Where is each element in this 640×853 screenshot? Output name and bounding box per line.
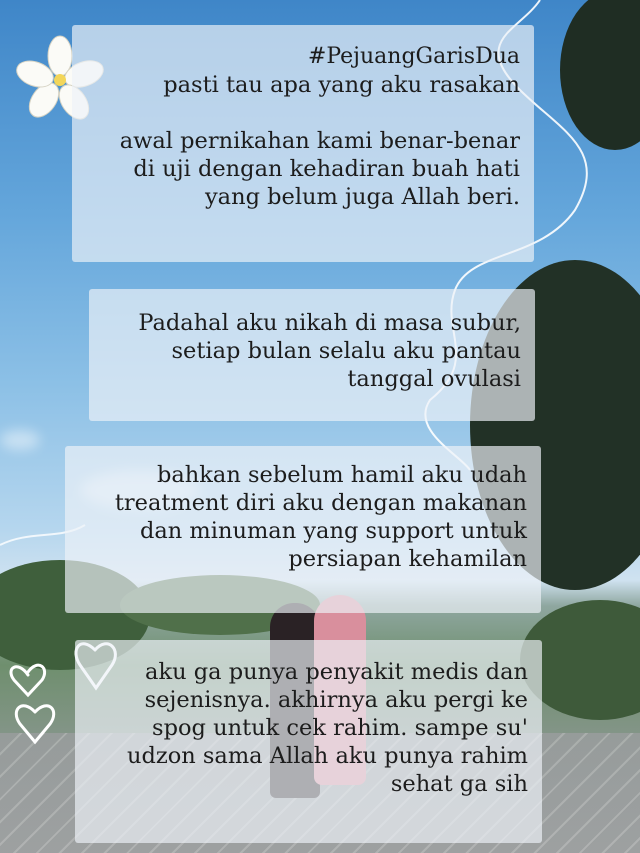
text-line: di uji dengan kehadiran buah hati (133, 156, 520, 182)
text-line: tanggal ovulasi (347, 366, 521, 392)
hashtag-line: #PejuangGarisDua (307, 44, 520, 69)
text-line: spog untuk cek rahim. sampe su' (152, 715, 528, 741)
text-line: bahkan sebelum hamil aku udah (156, 462, 527, 488)
text-line: yang belum juga Allah beri. (204, 184, 520, 210)
text-line: sehat ga sih (390, 771, 528, 797)
text-line: treatment diri aku dengan makanan (114, 490, 527, 516)
text-line: sejenisnya. akhirnya aku pergi ke (144, 687, 528, 713)
text-line: awal pernikahan kami benar-benar (119, 128, 520, 154)
cloud (0, 430, 40, 450)
tree-top-right (560, 0, 640, 150)
text-line: pasti tau apa yang aku rasakan (163, 72, 520, 98)
text-card-1 (72, 25, 534, 262)
text-line: Padahal aku nikah di masa subur, (138, 310, 521, 336)
spacer (72, 99, 520, 127)
text-card-3 (65, 446, 541, 613)
text-line: persiapan kehamilan (288, 546, 527, 572)
text-card-4 (75, 640, 542, 843)
text-line: dan minuman yang support untuk (139, 518, 527, 544)
text-line: setiap bulan selalu aku pantau (171, 338, 521, 364)
text-card-2 (89, 289, 535, 421)
text-line: udzon sama Allah aku punya rahim (126, 743, 528, 769)
text-line: aku ga punya penyakit medis dan (145, 659, 528, 685)
